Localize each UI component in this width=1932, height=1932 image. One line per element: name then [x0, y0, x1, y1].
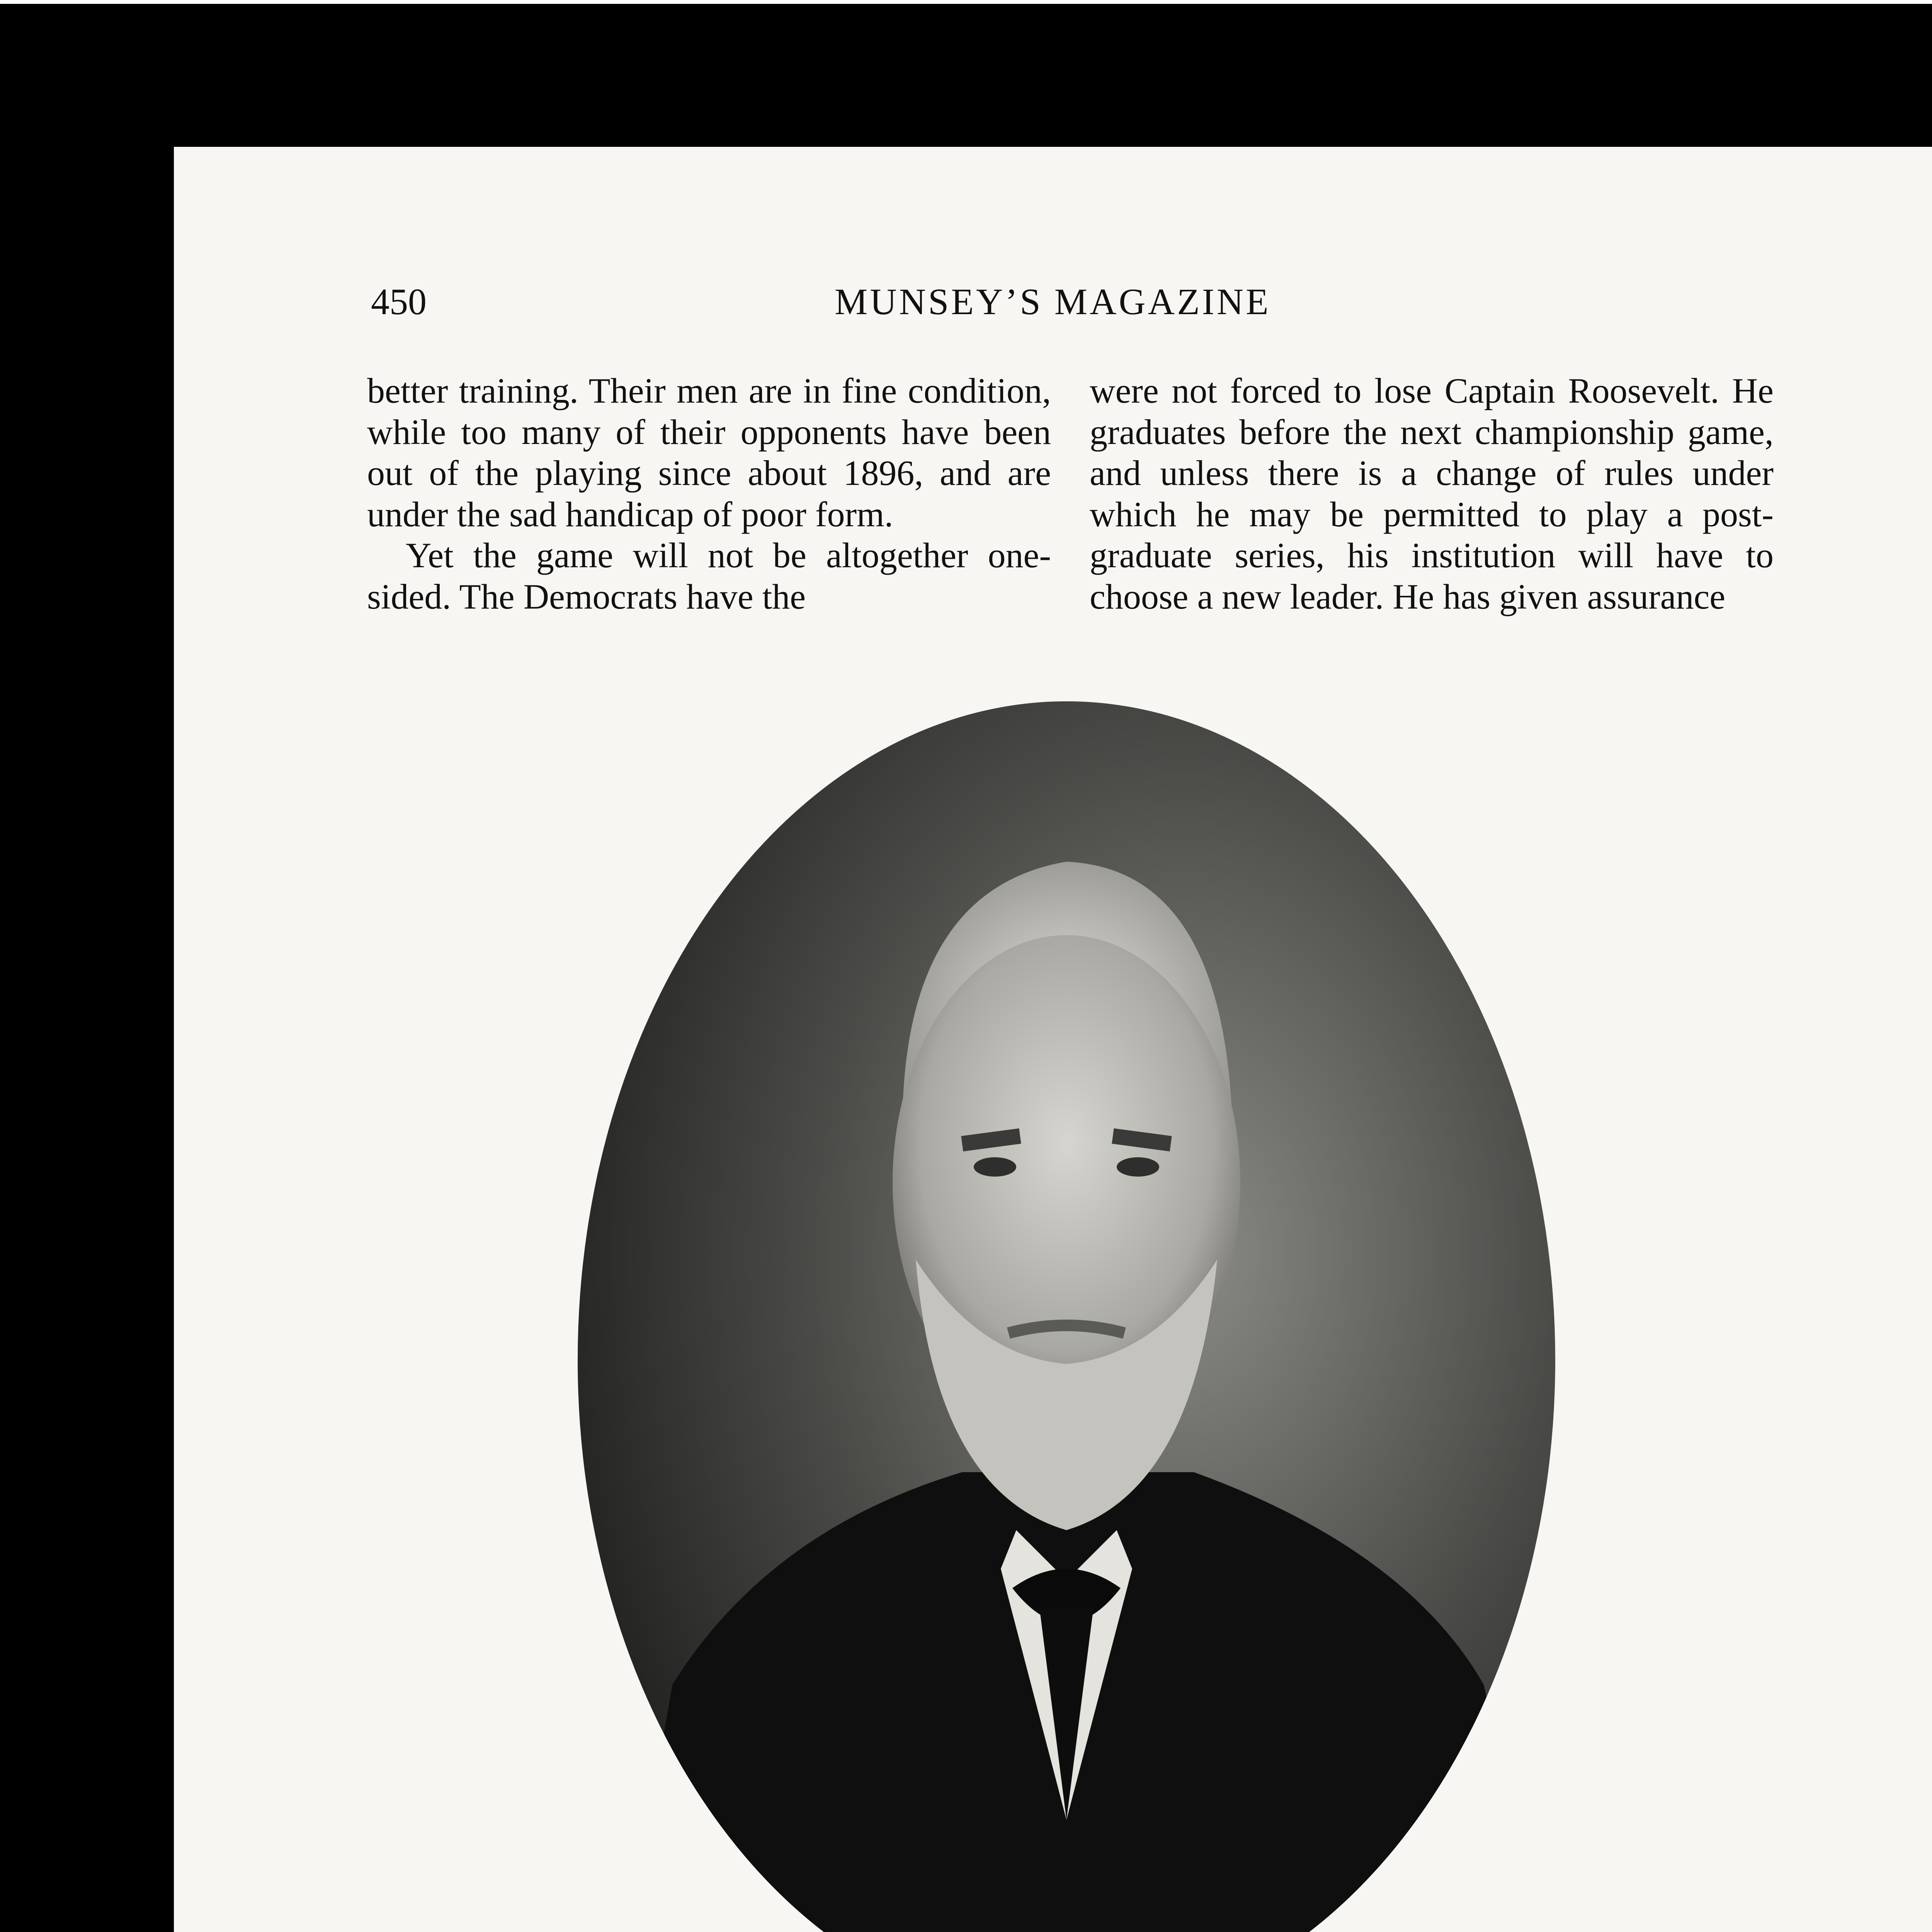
scan-edge: [0, 0, 1932, 4]
top-left-column: [367, 370, 1051, 617]
paragraph: better training. Their men are in fine condition, while too many of their opponents have been out of the playing since about 1896, and are under the sad handicap of poor form.: [367, 371, 1051, 534]
paragraph: Yet the game will not be altogether one-sided. The Democrats have the: [367, 536, 1051, 616]
portrait-photo: [576, 699, 1557, 1932]
top-right-column: [1090, 370, 1774, 617]
paragraph: were not forced to lose Captain Roosevelt. He graduates before the next championship game, and unless there is a change of rules under which he may be permitted to play a post-graduate series, his institution will have to choose a new leader. He has given assurance: [1090, 371, 1774, 616]
magazine-page: [174, 147, 1932, 1932]
running-title: MUNSEY’S MAGAZINE: [835, 281, 1271, 322]
page-number: 450: [371, 281, 427, 322]
